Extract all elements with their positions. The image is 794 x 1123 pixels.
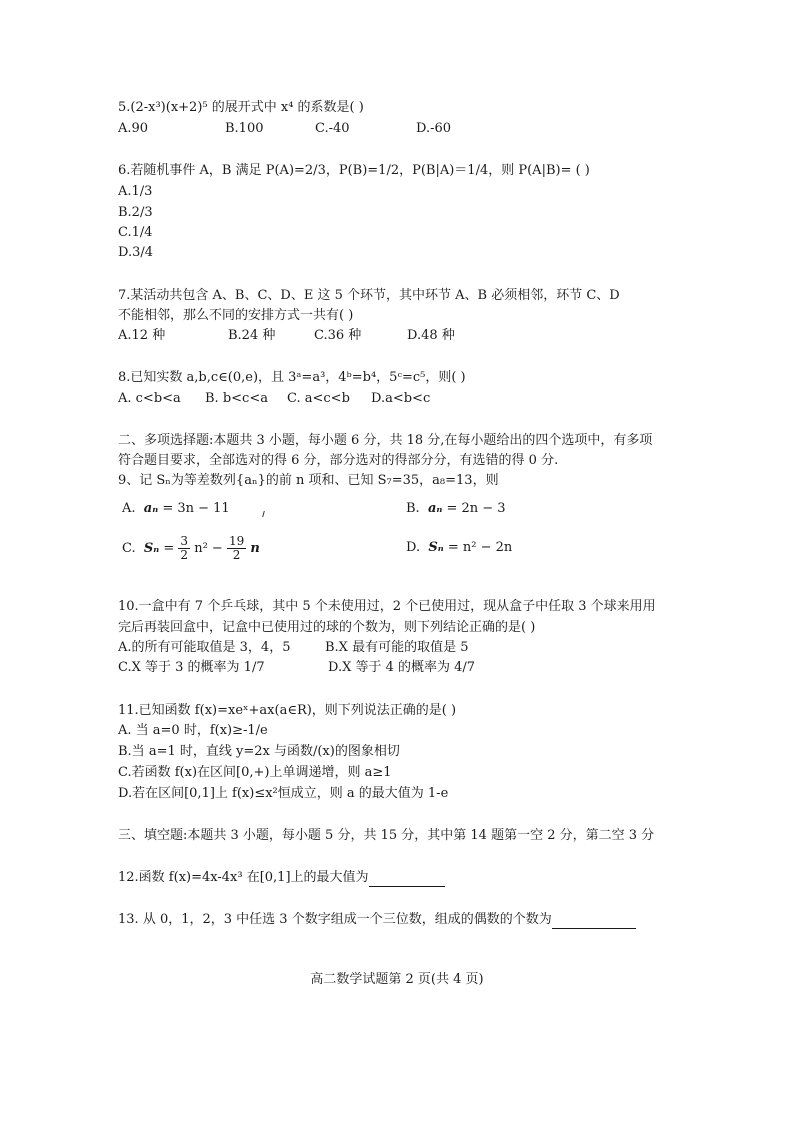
q9-option-b <box>406 499 506 519</box>
q9-option-d-lhs: Sₙ <box>428 540 444 555</box>
q12-stem <box>118 869 445 887</box>
section2-heading-line1: 二、多项选择题:本题共 3 小题，每小题 6 分，共 18 分,在每小题给出的四个选项中，有多项 <box>118 433 653 448</box>
section2-heading-line2: 符合题目要求，全部选对的得 6 分，部分选对的得部分分，有选错的得 0 分. <box>118 453 559 468</box>
stray-mark <box>262 511 265 517</box>
q10-option-a: A.的所有可能取值是 3，4，5 <box>118 640 291 655</box>
q9-option-a-rhs: = 3n − 11 <box>162 501 230 516</box>
q9-option-b-lhs: aₙ <box>427 501 443 516</box>
q10-stem-line2: 完后再装回盒中，记盒中已使用过的球的个数为，则下列结论正确的是( ) <box>118 620 536 635</box>
q9-option-c-fraction1-num: 3 <box>180 534 189 548</box>
q13-stem-text: 13. 从 0，1，2，3 中任选 3 个数字组成一个三位数，组成的偶数的个数为 <box>118 912 552 927</box>
q9-option-a-lhs: aₙ <box>143 501 159 516</box>
q7-option-b: B.24 种 <box>228 328 276 343</box>
q8-option-c: C. a<c<b <box>287 391 350 406</box>
q9-option-c-tail: n <box>250 541 260 556</box>
q12-stem-text: 12.函数 f(x)=4x-4x³ 在[0,1]上的最大值为 <box>118 870 369 885</box>
q7-option-c: C.36 种 <box>314 328 362 343</box>
q7-option-d: D.48 种 <box>407 328 455 343</box>
q5-option-c: C.-40 <box>315 121 350 136</box>
q9-option-c-eq: = <box>163 541 175 556</box>
q13-answer-blank[interactable] <box>552 914 636 929</box>
q7-stem-line1: 7.某活动共包含 A、B、C、D、E 这 5 个环节，其中环节 A、B 必须相邻，环节 C、D <box>118 288 620 303</box>
q5-option-b: B.100 <box>225 121 264 136</box>
q11-option-d: D.若在区间[0,1]上 f(x)≤x²恒成立，则 a 的最大值为 1-e <box>118 786 449 801</box>
q9-option-d <box>406 538 512 558</box>
q6-option-b: B.2/3 <box>118 205 153 220</box>
page-footer: 高二数学试题第 2 页(共 4 页) <box>310 972 484 987</box>
q6-stem: 6.若随机事件 A，B 满足 P(A)=2/3，P(B)=1/2，P(B|A)＝1/4，则 P(A|B)= ( ) <box>118 163 590 178</box>
q9-option-c-fraction1-den: 2 <box>180 548 189 562</box>
q7-stem-line2: 不能相邻，那么不同的安排方式一共有( ) <box>118 308 354 323</box>
q6-option-a: A.1/3 <box>118 184 153 199</box>
q9-option-d-label: D. <box>406 540 421 555</box>
q9-option-c-fraction2-num: 19 <box>228 534 245 548</box>
q9-option-c <box>122 535 260 562</box>
q9-option-c-fraction1 <box>178 535 190 562</box>
q5-option-d: D.-60 <box>416 121 452 136</box>
q8-stem: 8.已知实数 a,b,c∈(0,e)，且 3ᵃ=a³，4ᵇ=b⁴，5ᶜ=c⁵，则( ) <box>118 370 466 385</box>
q10-option-d: D.X 等于 4 的概率为 4/7 <box>328 660 476 675</box>
q5-stem: 5.(2-x³)(x+2)⁵ 的展开式中 x⁴ 的系数是( ) <box>118 100 364 115</box>
q9-stem: 9、记 Sₙ为等差数列{aₙ}的前 n 项和、已知 S₇=35，a₈=13，则 <box>118 473 499 488</box>
q11-option-c: C.若函数 f(x)在区间[0,+)上单调递增，则 a≥1 <box>118 765 392 780</box>
q9-option-c-label: C. <box>122 541 136 556</box>
q10-stem-line1: 10.一盒中有 7 个乒乓球，其中 5 个未使用过，2 个已使用过，现从盒子中任取 3 个球来用用 <box>118 599 656 614</box>
q8-option-a: A. c<b<a <box>118 391 181 406</box>
q9-option-a-label: A. <box>122 501 136 516</box>
q12-answer-blank[interactable] <box>369 872 445 887</box>
q7-option-a: A.12 种 <box>118 328 166 343</box>
q9-option-d-rhs: = n² − 2n <box>447 540 513 555</box>
q6-option-c: C.1/4 <box>118 225 153 240</box>
q10-option-c: C.X 等于 3 的概率为 1/7 <box>118 660 265 675</box>
q9-option-c-fraction2-den: 2 <box>232 548 241 562</box>
q13-stem <box>118 911 636 929</box>
q9-option-c-fraction2 <box>227 535 246 562</box>
q10-option-b: B.X 最有可能的取值是 5 <box>325 640 469 655</box>
q11-stem: 11.已知函数 f(x)=xeˣ+ax(a∈R)，则下列说法正确的是( ) <box>118 703 457 718</box>
q11-option-b: B.当 a=1 时，直线 y=2x 与函数/(x)的图象相切 <box>118 744 400 759</box>
q6-option-d: D.3/4 <box>118 245 154 260</box>
q9-option-a <box>122 499 230 519</box>
section3-heading: 三、填空题:本题共 3 小题，每小题 5 分，共 15 分，其中第 14 题第一空 2 分，第二空 3 分 <box>118 828 655 843</box>
q8-option-d: D.a<b<c <box>371 391 431 406</box>
q9-option-b-rhs: = 2n − 3 <box>446 501 506 516</box>
q5-option-a: A.90 <box>118 121 149 136</box>
q9-option-c-mid: n² − <box>194 541 223 556</box>
q11-option-a: A. 当 a=0 时，f(x)≥-1/e <box>118 723 268 738</box>
q9-option-c-lhs: Sₙ <box>143 541 160 556</box>
q9-option-b-label: B. <box>406 501 420 516</box>
q8-option-b: B. b<c<a <box>205 391 268 406</box>
